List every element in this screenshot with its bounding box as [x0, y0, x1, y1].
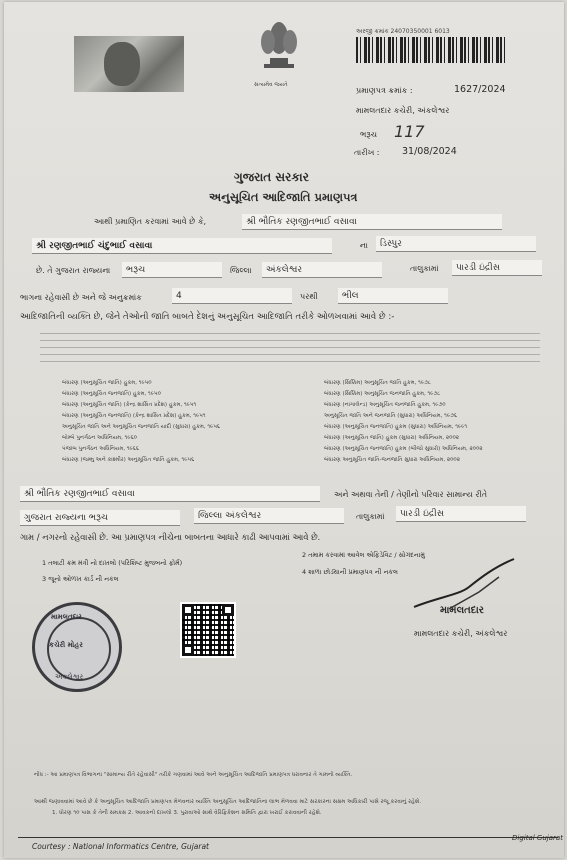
office-seal [32, 602, 122, 692]
tribe-label: પરથી [300, 292, 318, 301]
signature-office: મામલતદાર કચેરી, અંકલેશ્વર [414, 629, 508, 638]
doc-item-1: 1 તલાટી ક્રમ મંત્રી નો દાખલો (પરિશિષ્ટ મુજબનો ફોર્મ) [42, 559, 183, 567]
order-item: બંધારણ (અનુસૂચિત જનજાતિ) હુકમ, ૧૯૫૦ [62, 391, 161, 397]
schedule-line: ભાગના રહેવાસી છે અને જે અનુક્રમાંક [20, 293, 142, 302]
doc-item-4: 4 શાળા છોડ્યાની પ્રમાણપત્ર ની નકલ [302, 568, 398, 576]
barcode [356, 37, 506, 63]
certificate-no: 1627/2024 [454, 84, 506, 95]
residence-taluka-label: તાલુકામાં [356, 512, 385, 521]
taluka: પારડી ઇંદ્રીસ [452, 260, 542, 276]
village: ડિસ્પુર [376, 236, 536, 252]
doc-item-3: 3 જૂનો ઓળખ કાર્ડ ની નકલ [42, 575, 119, 583]
tribe: ભીલ [338, 288, 448, 304]
residence-state: ગુજરાત રાજ્યના ભરૂચ [20, 510, 180, 526]
certificate-no-label: પ્રમાણપત્ર ક્રમાંક : [356, 86, 413, 95]
order-item: બંધારણ (જમ્મુ અને કાશ્મીર) અનુસૂચિત જાતિ હુકમ, ૧૯૫૬ [62, 457, 195, 463]
applicant-name: શ્રી ભૌતિક રણજીતભાઈ વસાવા [242, 214, 502, 230]
barcode-label: અરજી ક્રમાંક 24070350001 6013 [356, 28, 450, 35]
taluka-label: તાલુકામાં [410, 264, 439, 273]
recognised-line: આદિજાતિની વ્યક્તિ છે, જેને તેઓની જાતિ બાબતે દેશનું અનુસૂચિત આદિજાતિ તરીકે ઓળખવામાં આવે છે :- [20, 312, 395, 322]
certificate-page [4, 2, 564, 858]
order-item: બંધારણ (સિક્કિમ) અનુસૂચિત જાતિ હુકમ, ૧૯૭૮ [324, 380, 431, 386]
ref-label: ભરૂચ [360, 130, 378, 139]
emblem-caption: સત્યમેવ જયતે [254, 82, 288, 88]
verification-qr-code[interactable] [180, 602, 236, 658]
applicant-photo [74, 36, 184, 92]
doc-item-2: 2 તમામ કરવામાં આવેલ એફિડેવિટ / સોગંદનામું [302, 551, 425, 559]
note-1: નોંધ :- આ પ્રમાણપત્ર વિભાગના "સામાન્ય રીતે રહેવાસી" તરીકે ગણવામાં આવે અને અનુસૂચિત આદિજાતિ પ્રમાણપત્ર ધરાવનાર તે ગામનો વ્યક્તિ. [34, 772, 353, 778]
district-b: અંકલેશ્વર [262, 262, 382, 278]
district-a: ભરૂચ [122, 262, 222, 278]
footer-courtesy: Courtesy : National Informatics Centre, Gujarat [32, 842, 209, 851]
seal-bottom-text: અંકલેશ્વર [55, 673, 84, 681]
seal-top-text: મામલતદાર [51, 613, 82, 621]
note-3: 1. ધોરણ ૧૦ પાસ કે તેની સમકક્ષ 2. આવકનો દાખલો 3. પુરાવાઓ સાથે વેરિફિકેશન સમિતિ દ્વારા ખરાઈ કરાવવાની રહેશે. [52, 810, 322, 816]
order-item: બંધારણ (નાગાલેન્ડ) અનુસૂચિત જનજાતિ હુકમ, ૧૯૭૦ [324, 402, 446, 408]
certify-line: આથી પ્રમાણિત કરવામાં આવે છે કે, [94, 217, 207, 226]
government-title: ગુજરાત સરકાર [234, 170, 309, 184]
state-line: છે. તે ગુજરાત રાજ્યના [36, 266, 111, 275]
family-name: શ્રી ભૌતિક રણજીતભાઈ વસાવા [20, 486, 320, 502]
order-item: બંધારણ (અનુસૂચિત જાતિ) હુકમ, ૧૯૫૦ [62, 380, 152, 386]
order-item: બોમ્બે પુનર્ગઠન અધિનિયમ, ૧૯૬૦ [62, 435, 137, 441]
order-item: બંધારણ (અનુસૂચિત જનજાતિ) હુકમ (બીજો સુધારો) અધિનિયમ, ૨૦૦૨ [324, 446, 483, 452]
national-emblem-icon [252, 14, 306, 86]
issue-date: 31/08/2024 [402, 146, 457, 157]
district-label: જિલ્લા [230, 266, 252, 275]
issuing-office-header: મામલતદાર કચેરી, અંકલેશ્વર [356, 106, 450, 115]
docs-line: ગામ / નગરનો રહેવાસી છે. આ પ્રમાણપત્ર નીચેના બાબતના આધારે કાઢી આપવામાં આવે છે. [20, 532, 321, 542]
fine-print-block [40, 327, 540, 367]
residence-district: જિલ્લા અંકલેશ્વર [194, 508, 344, 524]
order-item: બંધારણ (સિક્કિમ) અનુસૂચિત જનજાતિ હુકમ, ૧૯૭૮ [324, 391, 441, 397]
serial-no: 4 [172, 288, 292, 304]
note-2: આથી જણાવવામાં આવે છે કે અનુસૂચિત આદિજાતિ પ્રમાણપત્ર મેળવનાર વ્યક્તિ અનુસૂચિત આદિજાતિના લાભ મેળવવા માટે સરકારના સક્ષમ અધિકારી પાસે રજૂ કરવાનું રહેશે. [34, 799, 422, 805]
father-name: શ્રી રણજીતભાઈ ચંદુભાઈ વસાવા [32, 238, 332, 254]
ref-value: 117 [394, 122, 425, 141]
order-item: બંધારણ અનુસૂચિત જાતિ-જનજાતિ સુધારા અધિનિયમ, ૨૦૦૨ [324, 457, 460, 463]
order-item: અનુસૂચિત જાતિ અને જનજાતિ (સુધારા) અધિનિયમ, ૧૯૭૬ [324, 413, 457, 419]
village-label: ના [360, 241, 368, 250]
order-item: બંધારણ (અનુસૂચિત જનજાતિ) હુકમ (સુધારા) અધિનિયમ, ૧૯૯૧ [324, 424, 468, 430]
seal-mid-text: કચેરી મોહર [49, 641, 83, 649]
residence-taluka: પારડી ઇંદ્રીસ [396, 506, 526, 522]
signature-designation: મામલતદાર [440, 605, 484, 616]
family-tail: અને અથવા તેની / તેણીનો પરિવાર સામાન્ય રીતે [334, 490, 488, 499]
certificate-title: અનુસૂચિત આદિજાતિ પ્રમાણપત્ર [209, 190, 358, 204]
order-item: બંધારણ (અનુસૂચિત જનજાતિ) (કેન્દ્ર શાસિત પ્રદેશ) હુકમ, ૧૯૫૧ [62, 413, 206, 419]
footer-digital: Digital Gujarat [512, 834, 563, 842]
order-item: બંધારણ (અનુસૂચિત જાતિ) હુકમ (સુધારા) અધિનિયમ, ૨૦૦૨ [324, 435, 459, 441]
order-item: પંજાબ પુનર્ગઠન અધિનિયમ, ૧૯૬૬ [62, 446, 139, 452]
order-item: અનુસૂચિત જાતિ અને અનુસૂચિત જનજાતિ યાદી (સુધારા) હુકમ, ૧૯૫૬ [62, 424, 221, 430]
order-item: બંધારણ (અનુસૂચિત જાતિ) (કેન્દ્ર શાસિત પ્રદેશ) હુકમ, ૧૯૫૧ [62, 402, 197, 408]
footer-rule [18, 837, 558, 838]
date-label: તારીખ : [354, 148, 380, 157]
